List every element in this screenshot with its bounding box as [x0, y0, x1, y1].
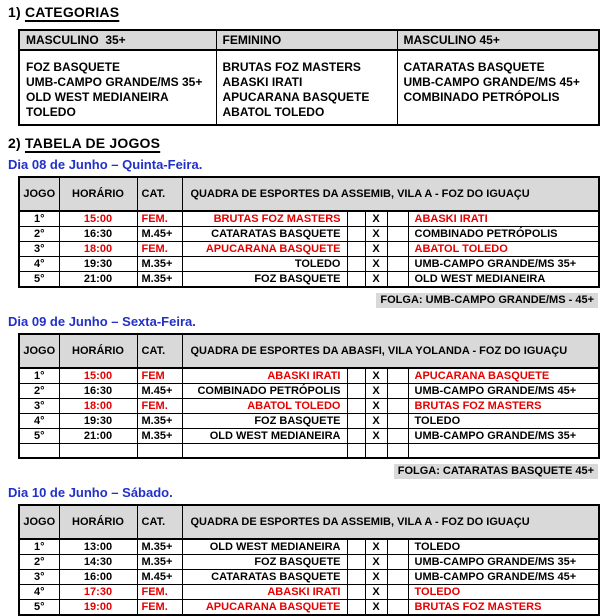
- team-name: UMB-CAMPO GRANDE/MS 45+: [403, 75, 580, 89]
- game-category-cell: FEM.: [137, 399, 182, 414]
- away-team-cell: UMB-CAMPO GRANDE/MS 35+: [408, 257, 599, 272]
- versus-cell: X: [365, 429, 387, 444]
- game-time-cell: 19:30: [59, 257, 137, 272]
- header-horario: HORÁRIO: [59, 334, 137, 368]
- home-team-cell: TOLEDO: [182, 257, 347, 272]
- spacer-cell: [408, 444, 599, 458]
- spacer-cell: [347, 227, 365, 242]
- spacer-cell: [387, 444, 408, 458]
- game-row: [19, 368, 599, 384]
- versus-cell: X: [365, 414, 387, 429]
- game-time-cell: 17:30: [59, 584, 137, 599]
- games-header-row: [19, 177, 599, 211]
- spacer-cell: [387, 242, 408, 257]
- section-2-heading: [8, 135, 598, 151]
- spacer-cell: [387, 227, 408, 242]
- away-team-cell: OLD WEST MEDIANEIRA: [408, 272, 599, 288]
- versus-cell: X: [365, 569, 387, 584]
- game-category-cell: M.35+: [137, 554, 182, 569]
- team-name: UMB-CAMPO GRANDE/MS 35+: [26, 75, 203, 89]
- spacer-cell: [347, 272, 365, 288]
- folga-line: [8, 461, 598, 479]
- away-team-cell: ABASKI IRATI: [408, 211, 599, 227]
- header-venue: QUADRA DE ESPORTES DA ASSEMIB, VILA A - FOZ DO IGUAÇU: [182, 505, 599, 539]
- spacer-cell: [387, 429, 408, 444]
- section-title: TABELA DE JOGOS: [24, 135, 161, 151]
- versus-cell: X: [365, 211, 387, 227]
- game-row: [19, 584, 599, 599]
- header-horario: HORÁRIO: [59, 177, 137, 211]
- away-team-cell: TOLEDO: [408, 539, 599, 555]
- home-team-cell: CATARATAS BASQUETE: [182, 227, 347, 242]
- versus-cell: X: [365, 584, 387, 599]
- section-number: 1): [8, 4, 21, 20]
- game-time-cell: 21:00: [59, 429, 137, 444]
- game-category-cell: FEM.: [137, 599, 182, 615]
- away-team-cell: UMB-CAMPO GRANDE/MS 45+: [408, 569, 599, 584]
- section-number: 2): [8, 135, 21, 151]
- games-table-day-3: [18, 504, 600, 616]
- home-team-cell: FOZ BASQUETE: [182, 414, 347, 429]
- versus-cell: X: [365, 399, 387, 414]
- game-category-cell: M.35+: [137, 257, 182, 272]
- game-number-cell: 1°: [19, 211, 59, 227]
- game-number-cell: 2°: [19, 554, 59, 569]
- spacer-cell: [347, 569, 365, 584]
- day-3-heading: Dia 10 de Junho – Sábado.: [8, 484, 173, 500]
- game-category-cell: FEM.: [137, 242, 182, 257]
- spacer-cell: [365, 444, 387, 458]
- team-name: APUCARANA BASQUETE: [222, 90, 370, 104]
- away-team-cell: UMB-CAMPO GRANDE/MS 35+: [408, 429, 599, 444]
- game-row: [19, 257, 599, 272]
- team-name: BRUTAS FOZ MASTERS: [222, 60, 361, 74]
- away-team-cell: UMB-CAMPO GRANDE/MS 45+: [408, 384, 599, 399]
- versus-cell: X: [365, 257, 387, 272]
- folga-day-2: FOLGA: CATARATAS BASQUETE 45+: [394, 464, 598, 479]
- spacer-cell: [347, 384, 365, 399]
- home-team-cell: ABASKI IRATI: [182, 584, 347, 599]
- home-team-cell: CATARATAS BASQUETE: [182, 569, 347, 584]
- game-time-cell: 15:00: [59, 211, 137, 227]
- home-team-cell: APUCARANA BASQUETE: [182, 242, 347, 257]
- spacer-cell: [347, 399, 365, 414]
- game-row: [19, 211, 599, 227]
- game-number-cell: 4°: [19, 257, 59, 272]
- team-name: ABATOL TOLEDO: [222, 105, 325, 119]
- header-jogo: JOGO: [19, 177, 59, 211]
- header-venue: QUADRA DE ESPORTES DA ABASFI, VILA YOLANDA - FOZ DO IGUAÇU: [182, 334, 599, 368]
- game-row: [19, 384, 599, 399]
- categories-table: [18, 29, 600, 126]
- versus-cell: X: [365, 554, 387, 569]
- spacer-cell: [387, 272, 408, 288]
- category-header-m35: MASCULINO 35+: [19, 30, 216, 50]
- spacer-cell: [387, 211, 408, 227]
- game-row: [19, 569, 599, 584]
- spacer-cell: [387, 599, 408, 615]
- game-category-cell: FEM.: [137, 211, 182, 227]
- game-number-cell: 5°: [19, 429, 59, 444]
- away-team-cell: COMBINADO PETRÓPOLIS: [408, 227, 599, 242]
- team-name: OLD WEST MEDIANEIRA: [26, 90, 169, 104]
- game-category-cell: FEM: [137, 368, 182, 384]
- away-team-cell: APUCARANA BASQUETE: [408, 368, 599, 384]
- game-time-cell: 16:30: [59, 227, 137, 242]
- game-row: [19, 399, 599, 414]
- home-team-cell: BRUTAS FOZ MASTERS: [182, 211, 347, 227]
- spacer-cell: [387, 414, 408, 429]
- game-number-cell: 5°: [19, 599, 59, 615]
- game-number-cell: 2°: [19, 384, 59, 399]
- games-header-row: [19, 505, 599, 539]
- game-row: [19, 554, 599, 569]
- home-team-cell: ABATOL TOLEDO: [182, 399, 347, 414]
- game-number-cell: 5°: [19, 272, 59, 288]
- category-column-fem: [216, 50, 397, 125]
- game-number-cell: 3°: [19, 242, 59, 257]
- header-venue: QUADRA DE ESPORTES DA ASSEMIB, VILA A - FOZ DO IGUAÇU: [182, 177, 599, 211]
- game-row: [19, 539, 599, 555]
- game-time-cell: 18:00: [59, 399, 137, 414]
- away-team-cell: BRUTAS FOZ MASTERS: [408, 599, 599, 615]
- away-team-cell: BRUTAS FOZ MASTERS: [408, 399, 599, 414]
- section-1-heading: [8, 4, 598, 20]
- game-category-cell: M.45+: [137, 384, 182, 399]
- spacer-cell: [387, 257, 408, 272]
- day-1-heading: Dia 08 de Junho – Quinta-Feira.: [8, 157, 203, 172]
- game-row: [19, 599, 599, 615]
- home-team-cell: FOZ BASQUETE: [182, 554, 347, 569]
- spacer-cell: [387, 399, 408, 414]
- game-number-cell: 4°: [19, 584, 59, 599]
- team-name: COMBINADO PETRÓPOLIS: [403, 90, 560, 104]
- game-row: [19, 414, 599, 429]
- spacer-cell: [387, 584, 408, 599]
- game-category-cell: FEM.: [137, 584, 182, 599]
- spacer-cell: [59, 444, 137, 458]
- game-number-cell: 3°: [19, 569, 59, 584]
- header-horario: HORÁRIO: [59, 505, 137, 539]
- spacer-cell: [347, 429, 365, 444]
- game-time-cell: 14:30: [59, 554, 137, 569]
- spacer-cell: [347, 584, 365, 599]
- game-time-cell: 19:30: [59, 414, 137, 429]
- spacer-cell: [347, 414, 365, 429]
- game-time-cell: 18:00: [59, 242, 137, 257]
- away-team-cell: TOLEDO: [408, 584, 599, 599]
- spacer-cell: [347, 539, 365, 555]
- game-number-cell: 1°: [19, 368, 59, 384]
- game-row: [19, 272, 599, 288]
- empty-row: [19, 444, 599, 458]
- spacer-cell: [347, 242, 365, 257]
- spacer-cell: [387, 384, 408, 399]
- game-category-cell: M.35+: [137, 414, 182, 429]
- categories-header-row: [19, 30, 599, 50]
- section-title: CATEGORIAS: [24, 4, 120, 20]
- game-row: [19, 429, 599, 444]
- game-time-cell: 21:00: [59, 272, 137, 288]
- spacer-cell: [347, 211, 365, 227]
- game-time-cell: 15:00: [59, 368, 137, 384]
- team-name: ABASKI IRATI: [222, 75, 303, 89]
- folga-day-1: FOLGA: UMB-CAMPO GRANDE/MS - 45+: [376, 293, 598, 308]
- categories-body-row: [19, 50, 599, 125]
- game-time-cell: 16:00: [59, 569, 137, 584]
- day-2-heading: Dia 09 de Junho – Sexta-Feira.: [8, 314, 196, 329]
- versus-cell: X: [365, 599, 387, 615]
- spacer-cell: [387, 539, 408, 555]
- versus-cell: X: [365, 227, 387, 242]
- team-name: FOZ BASQUETE: [26, 60, 121, 74]
- header-jogo: JOGO: [19, 334, 59, 368]
- game-number-cell: 1°: [19, 539, 59, 555]
- game-row: [19, 242, 599, 257]
- team-name: CATARATAS BASQUETE: [403, 60, 545, 74]
- spacer-cell: [387, 368, 408, 384]
- header-jogo: JOGO: [19, 505, 59, 539]
- category-header-m45: MASCULINO 45+: [397, 30, 599, 50]
- spacer-cell: [347, 444, 365, 458]
- games-table-day-2: [18, 333, 600, 459]
- home-team-cell: COMBINADO PETRÓPOLIS: [182, 384, 347, 399]
- spacer-cell: [347, 599, 365, 615]
- away-team-cell: ABATOL TOLEDO: [408, 242, 599, 257]
- game-time-cell: 13:00: [59, 539, 137, 555]
- header-cat: CAT.: [137, 334, 182, 368]
- versus-cell: X: [365, 242, 387, 257]
- game-category-cell: M.45+: [137, 227, 182, 242]
- game-number-cell: 4°: [19, 414, 59, 429]
- game-time-cell: 16:30: [59, 384, 137, 399]
- versus-cell: X: [365, 384, 387, 399]
- versus-cell: X: [365, 368, 387, 384]
- game-row: [19, 227, 599, 242]
- versus-cell: X: [365, 272, 387, 288]
- spacer-cell: [387, 554, 408, 569]
- home-team-cell: OLD WEST MEDIANEIRA: [182, 539, 347, 555]
- game-category-cell: M.35+: [137, 539, 182, 555]
- game-category-cell: M.35+: [137, 272, 182, 288]
- home-team-cell: ABASKI IRATI: [182, 368, 347, 384]
- games-header-row: [19, 334, 599, 368]
- home-team-cell: APUCARANA BASQUETE: [182, 599, 347, 615]
- spacer-cell: [137, 444, 182, 458]
- team-name: TOLEDO: [26, 105, 76, 119]
- spacer-cell: [347, 257, 365, 272]
- home-team-cell: OLD WEST MEDIANEIRA: [182, 429, 347, 444]
- spacer-cell: [387, 569, 408, 584]
- header-cat: CAT.: [137, 177, 182, 211]
- game-time-cell: 19:00: [59, 599, 137, 615]
- spacer-cell: [19, 444, 59, 458]
- game-number-cell: 2°: [19, 227, 59, 242]
- versus-cell: X: [365, 539, 387, 555]
- game-number-cell: 3°: [19, 399, 59, 414]
- game-category-cell: M.45+: [137, 569, 182, 584]
- spacer-cell: [347, 554, 365, 569]
- category-header-fem: FEMININO: [216, 30, 397, 50]
- games-table-day-1: [18, 176, 600, 288]
- folga-line: [8, 290, 598, 308]
- away-team-cell: UMB-CAMPO GRANDE/MS 35+: [408, 554, 599, 569]
- away-team-cell: TOLEDO: [408, 414, 599, 429]
- spacer-cell: [347, 368, 365, 384]
- spacer-cell: [182, 444, 347, 458]
- header-cat: CAT.: [137, 505, 182, 539]
- category-column-m35: [19, 50, 216, 125]
- category-column-m45: [397, 50, 599, 125]
- home-team-cell: FOZ BASQUETE: [182, 272, 347, 288]
- game-category-cell: M.35+: [137, 429, 182, 444]
